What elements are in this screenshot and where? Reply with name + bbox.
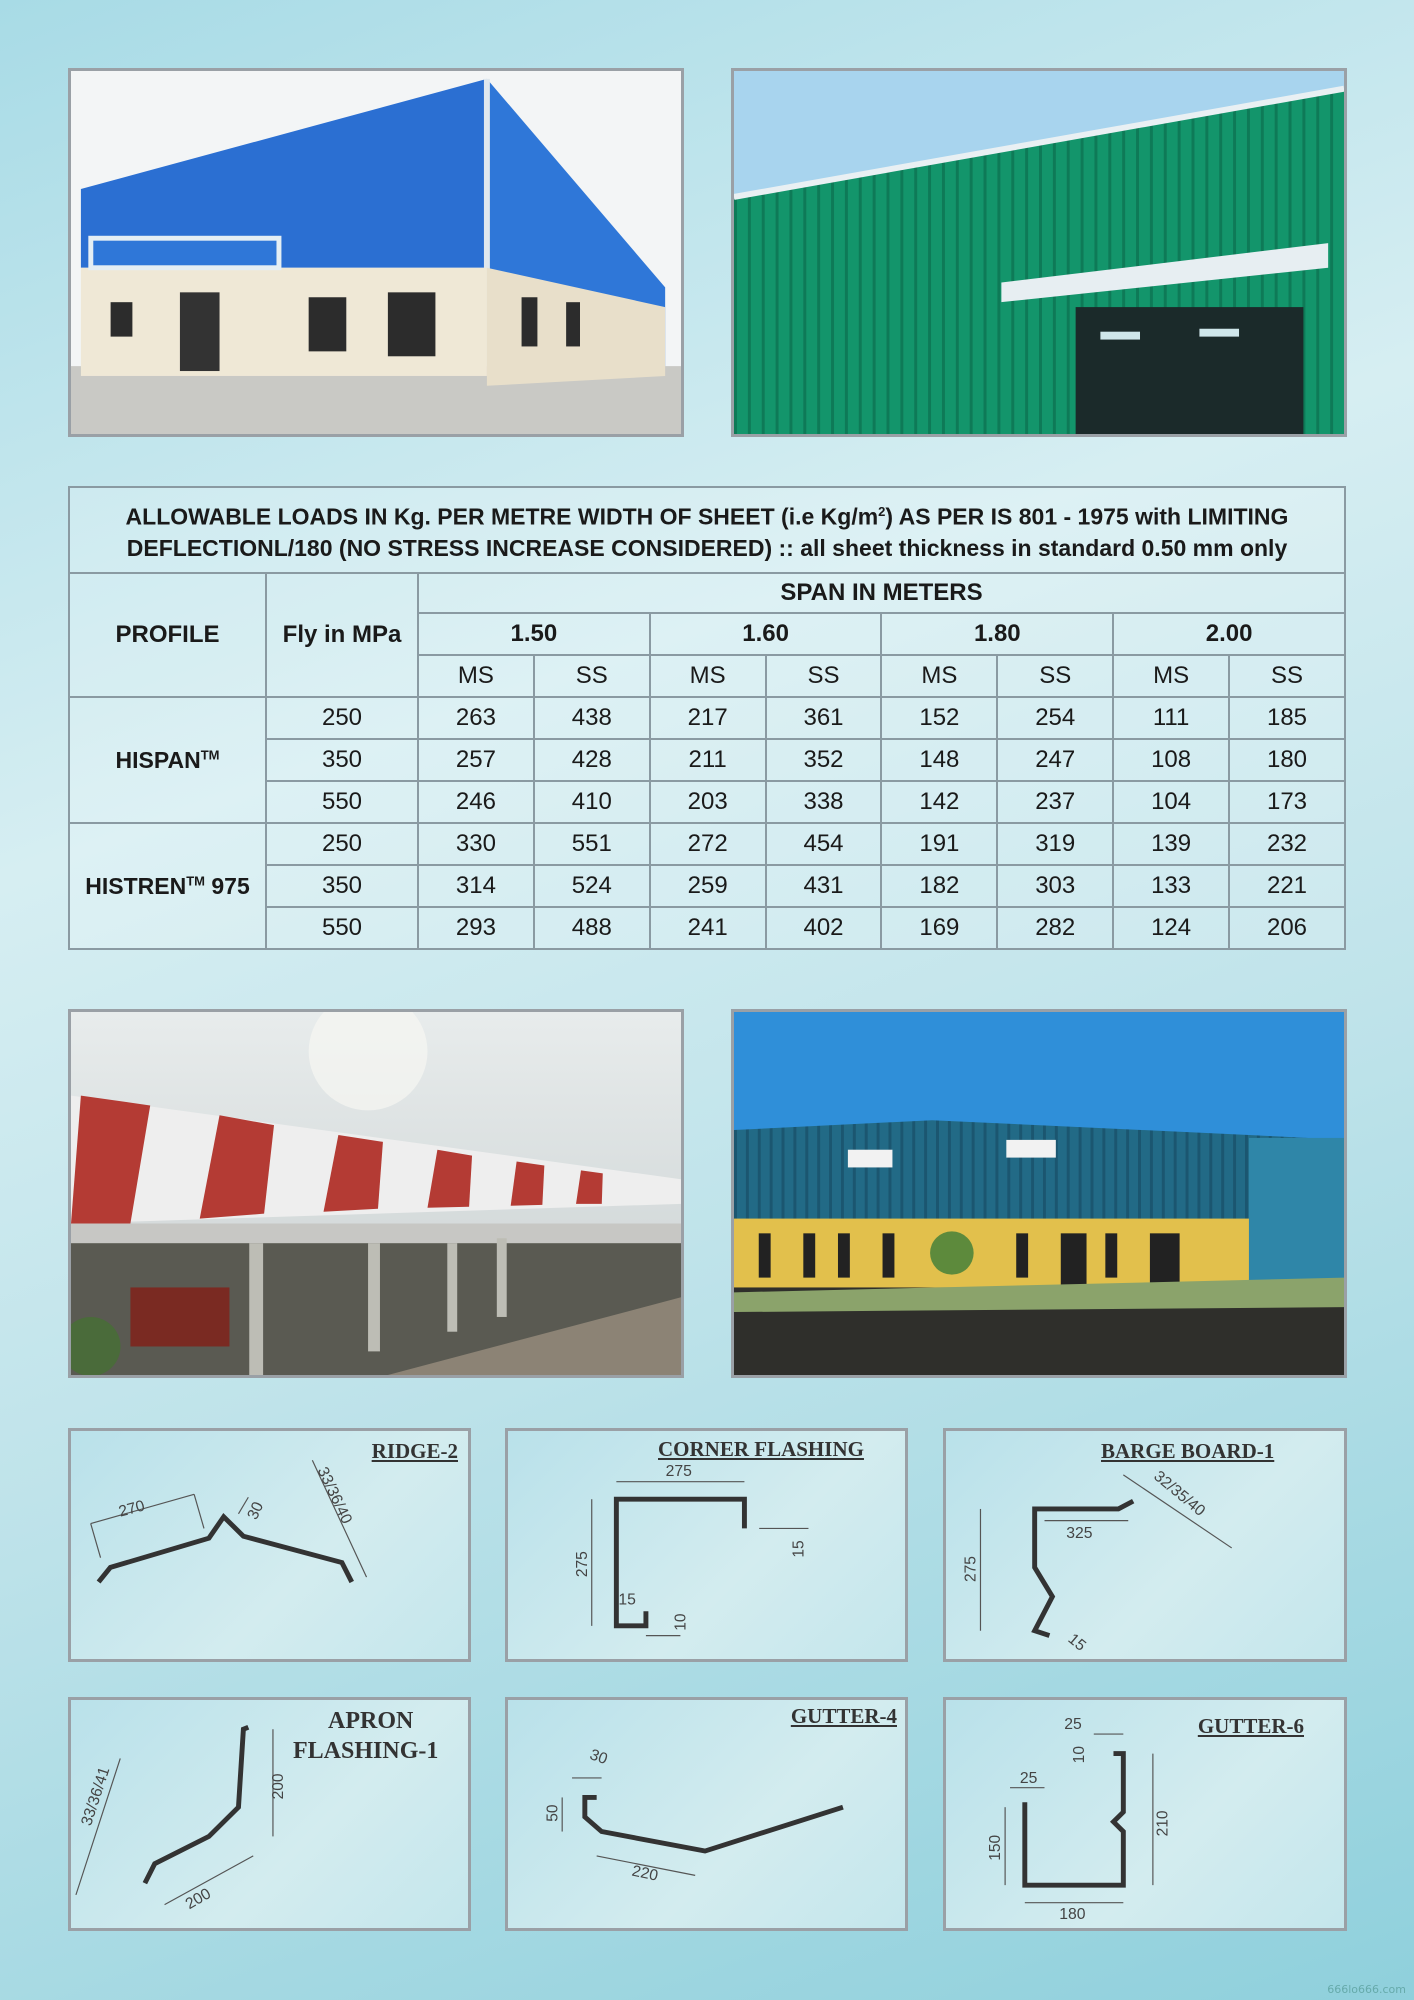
table-cell: 428 xyxy=(534,739,650,781)
table-cell: 272 xyxy=(650,823,766,865)
profile-histren xyxy=(69,823,266,949)
dim-label: 150 xyxy=(987,1834,1005,1861)
table-cell: 173 xyxy=(1229,781,1345,823)
table-cell: 241 xyxy=(650,907,766,949)
table-cell: 206 xyxy=(1229,907,1345,949)
diagram-title: CORNER FLASHING xyxy=(658,1437,864,1461)
span-1-50: 1.50 xyxy=(418,613,650,655)
dim-label: 220 xyxy=(630,1862,660,1885)
sub-ms: MS xyxy=(650,655,766,697)
trademark: TM xyxy=(186,872,205,888)
table-cell: 139 xyxy=(1113,823,1229,865)
table-cell: 104 xyxy=(1113,781,1229,823)
table-cell: 247 xyxy=(997,739,1113,781)
dim-label: 325 xyxy=(1066,1525,1093,1543)
sub-ss: SS xyxy=(534,655,650,697)
dim-label: 270 xyxy=(116,1497,147,1521)
sub-ms: MS xyxy=(418,655,534,697)
watermark: 666lo666.com xyxy=(1327,1983,1406,1996)
table-cell: 361 xyxy=(766,697,882,739)
photo-curved-roof-shed xyxy=(68,1009,684,1378)
photo-blue-yellow-factory xyxy=(731,1009,1347,1378)
diagram-ridge-2 xyxy=(68,1428,471,1662)
span-1-80: 1.80 xyxy=(881,613,1113,655)
table-cell: 111 xyxy=(1113,697,1229,739)
dim-label: 10 xyxy=(672,1613,690,1631)
sub-ms: MS xyxy=(1113,655,1229,697)
dim-label: 210 xyxy=(1154,1810,1172,1837)
table-cell: 246 xyxy=(418,781,534,823)
table-row xyxy=(69,697,1345,739)
table-cell: 221 xyxy=(1229,865,1345,907)
table-caption xyxy=(69,487,1345,573)
profile-name: HISPAN xyxy=(115,746,201,773)
dim-label: 275 xyxy=(573,1551,591,1578)
table-cell: 330 xyxy=(418,823,534,865)
table-cell: 293 xyxy=(418,907,534,949)
table-cell: 142 xyxy=(881,781,997,823)
table-cell: 182 xyxy=(881,865,997,907)
dim-label: 32/35/40 xyxy=(1150,1467,1209,1520)
caption-line1-end: ) AS PER IS 801 - 1975 with LIMITING xyxy=(885,503,1289,530)
table-cell: 180 xyxy=(1229,739,1345,781)
table-cell: 152 xyxy=(881,697,997,739)
header-profile: PROFILE xyxy=(69,573,266,697)
diagram-apron-flashing-1 xyxy=(68,1697,471,1931)
diagram-title-line2: FLASHING-1 xyxy=(293,1738,439,1764)
photo-green-warehouse xyxy=(731,68,1347,437)
table-cell: 124 xyxy=(1113,907,1229,949)
table-cell: 402 xyxy=(766,907,882,949)
table-cell: 257 xyxy=(418,739,534,781)
sub-ss: SS xyxy=(1229,655,1345,697)
span-1-60: 1.60 xyxy=(650,613,882,655)
table-cell: 282 xyxy=(997,907,1113,949)
sub-ss: SS xyxy=(766,655,882,697)
table-cell: 352 xyxy=(766,739,882,781)
dim-label: 200 xyxy=(269,1773,287,1800)
table-cell: 454 xyxy=(766,823,882,865)
table-cell: 303 xyxy=(997,865,1113,907)
table-cell: 350 xyxy=(266,865,418,907)
table-cell: 108 xyxy=(1113,739,1229,781)
diagram-title-line1: APRON xyxy=(328,1708,414,1734)
dim-label: 33/36/41 xyxy=(78,1765,114,1828)
table-cell: 551 xyxy=(534,823,650,865)
dim-label: 30 xyxy=(587,1746,610,1769)
table-cell: 524 xyxy=(534,865,650,907)
profile-name: HISTREN xyxy=(85,872,187,899)
dim-label: 200 xyxy=(182,1885,214,1913)
photo-blue-warehouse xyxy=(68,68,684,437)
dim-label: 15 xyxy=(618,1591,636,1609)
table-cell: 250 xyxy=(266,697,418,739)
table-cell: 259 xyxy=(650,865,766,907)
table-cell: 550 xyxy=(266,907,418,949)
table-cell: 550 xyxy=(266,781,418,823)
dim-label: 180 xyxy=(1059,1906,1086,1924)
table-cell: 217 xyxy=(650,697,766,739)
table-cell: 263 xyxy=(418,697,534,739)
allowable-loads-table xyxy=(68,486,1346,950)
header-span: SPAN IN METERS xyxy=(418,573,1345,613)
caption-superscript: 2 xyxy=(878,503,886,519)
table-cell: 133 xyxy=(1113,865,1229,907)
table-cell: 185 xyxy=(1229,697,1345,739)
table-cell: 488 xyxy=(534,907,650,949)
diagram-title: RIDGE-2 xyxy=(371,1439,458,1463)
caption-line1: ALLOWABLE LOADS IN Kg. PER METRE WIDTH OF SHEET (i.e Kg/m xyxy=(125,503,879,530)
diagram-barge-board-1 xyxy=(943,1428,1347,1662)
table-cell: 338 xyxy=(766,781,882,823)
caption-line2: DEFLECTIONL/180 (NO STRESS INCREASE CONSIDERED) :: all sheet thickness in standard 0.50 mm only xyxy=(126,535,1288,562)
dim-label: 10 xyxy=(1070,1746,1088,1764)
diagram-title: GUTTER-6 xyxy=(1197,1714,1304,1738)
dim-label: 15 xyxy=(1064,1630,1089,1655)
diagram-corner-flashing xyxy=(505,1428,908,1662)
table-row xyxy=(69,823,1345,865)
table-cell: 232 xyxy=(1229,823,1345,865)
dim-label: 30 xyxy=(244,1499,268,1523)
diagram-gutter-6 xyxy=(943,1697,1347,1931)
table-cell: 438 xyxy=(534,697,650,739)
dim-label: 275 xyxy=(962,1556,980,1583)
profile-suffix: 975 xyxy=(204,872,250,899)
table-cell: 237 xyxy=(997,781,1113,823)
sub-ms: MS xyxy=(881,655,997,697)
dim-label: 25 xyxy=(1064,1716,1082,1734)
diagram-title: BARGE BOARD-1 xyxy=(1101,1439,1275,1463)
dim-label: 25 xyxy=(1019,1769,1038,1787)
table-cell: 254 xyxy=(997,697,1113,739)
sub-ss: SS xyxy=(997,655,1113,697)
table-cell: 148 xyxy=(881,739,997,781)
table-cell: 350 xyxy=(266,739,418,781)
table-cell: 410 xyxy=(534,781,650,823)
dim-label: 50 xyxy=(544,1804,562,1822)
table-cell: 319 xyxy=(997,823,1113,865)
diagram-gutter-4 xyxy=(505,1697,908,1931)
trademark: TM xyxy=(200,746,220,762)
table-cell: 203 xyxy=(650,781,766,823)
table-cell: 250 xyxy=(266,823,418,865)
table-cell: 169 xyxy=(881,907,997,949)
table-cell: 314 xyxy=(418,865,534,907)
diagram-title: GUTTER-4 xyxy=(790,1704,897,1728)
span-2-00: 2.00 xyxy=(1113,613,1345,655)
dim-label: 33/36/40 xyxy=(313,1464,356,1527)
table-cell: 431 xyxy=(766,865,882,907)
dim-label: 15 xyxy=(790,1540,808,1558)
header-fly: Fly in MPa xyxy=(266,573,418,697)
table-cell: 191 xyxy=(881,823,997,865)
dim-label: 275 xyxy=(665,1462,692,1480)
profile-hispan xyxy=(69,697,266,823)
table-cell: 211 xyxy=(650,739,766,781)
